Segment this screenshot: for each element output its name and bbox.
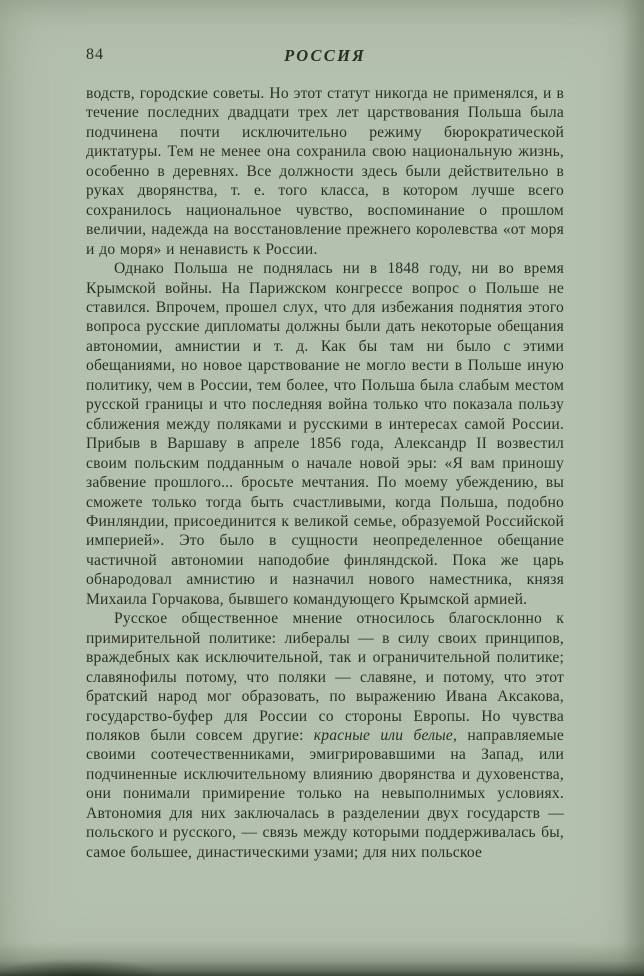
text-run: , направляемые своими соотечественниками, эмигрировавшими на Запад, или подчиненные исключительному влиянию дворянства и духовенства, они понимали примирение только на невыполнимых условиях. Автономия для них заключалась в разделении двух государств — польского и русского, — связь между которыми поддерживалась бы, самое большее, династическими узами; для них польское bbox=[86, 726, 564, 861]
running-head bbox=[86, 46, 564, 68]
paragraph bbox=[86, 259, 564, 609]
paragraph bbox=[86, 84, 564, 259]
page-content bbox=[86, 46, 564, 862]
text-run: Русское общественное мнение относилось благосклонно к примирительной политике: либералы — в силу своих принципов, враждебных как исключительной, так и ограничительной политике; славянофилы потому, что поляки — славяне, и потому, что этот братский народ мог образовать, по выражению Ивана Аксакова, государство-буфер для России со стороны Европы. Но чувства поляков были совсем другие: bbox=[86, 610, 564, 744]
running-title: РОССИЯ bbox=[284, 46, 366, 65]
page-number: 84 bbox=[86, 46, 104, 63]
page-bottom-edge-shadow bbox=[0, 942, 644, 976]
body-text bbox=[86, 84, 564, 862]
paragraph bbox=[86, 609, 564, 862]
text-run: водств, городские советы. Но этот статут никогда не применялся, и в течение последних двадцати трех лет царствования Польша была подчинена почти исключительно режиму бюрократической диктатуры. Тем не менее она сохранила свою национальную жизнь, особенно в деревнях. Все должности здесь были действительно в руках дворянства, т. е. того класса, в котором лучше всего сохранилось национальное чувство, воспоминание о прошлом величии, надежда на восстановление прежнего королевства «от моря и до моря» и ненависть к России. bbox=[86, 85, 564, 258]
text-run: Однако Польша не поднялась ни в 1848 году, ни во время Крымской войны. На Парижском конгрессе вопрос о Польше не ставился. Впрочем, прошел слух, что для избежания поднятия этого вопроса русские дипломаты должны были дать некоторые обещания автономии, амнистии и т. д. Как бы там ни было с этими обещаниями, но новое царствование не могло вести в Польше иную политику, чем в России, тем более, что Польша была слабым местом русской границы и что последняя война только что показала пользу сближения между поляками и русскими в интересах самой России. Прибыв в Варшаву в апреле 1856 года, Александр II возвестил своим польским подданным о начале новой эры: «Я вам приношу забвение прошлого... бросьте мечтания. По моему убеждению, вы сможете только тогда быть счастливыми, когда Польша, подобно Финляндии, присоединится к великой семье, образуемой Российской империей». Это было в сущности неопределенное обещание частичной автономии наподобие финляндской. Пока же царь обнародовал амнистию и назначил нового наместника, князя Михаила Горчакова, бывшего командующего Крымской армией. bbox=[86, 260, 564, 608]
italic-text-run: красные или белые bbox=[313, 726, 454, 744]
page-right-edge-shadow bbox=[622, 0, 644, 976]
